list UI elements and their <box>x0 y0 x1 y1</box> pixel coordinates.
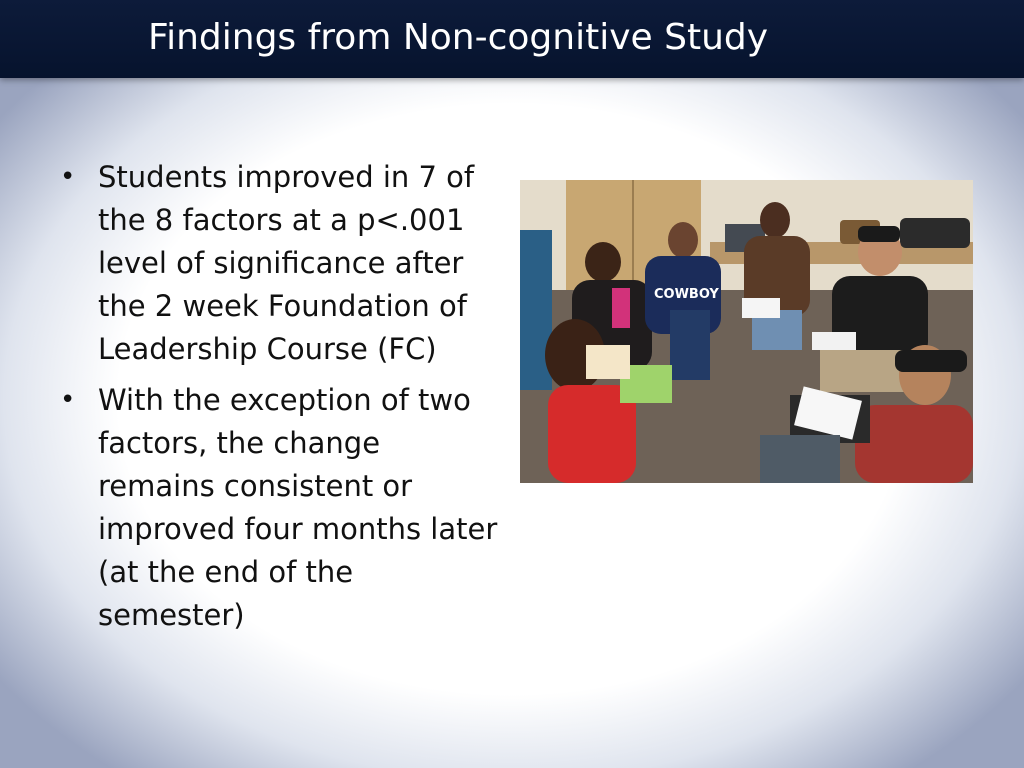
shirt-text: COWBOY <box>654 287 719 302</box>
bullet-icon: • <box>60 162 76 192</box>
bullet-text: With the exception of two factors, the change remains consistent or improved four months later (at the end of the semester) <box>98 383 498 632</box>
bullet-list <box>58 156 498 645</box>
bullet-icon: • <box>60 385 76 415</box>
bullet-text: Students improved in 7 of the 8 factors at a p<.001 level of significance after the 2 week Foundation of Leadership Course (FC) <box>98 160 475 366</box>
bullet-item <box>58 156 498 371</box>
title-bar <box>0 0 1024 78</box>
slide-title: Findings from Non-cognitive Study <box>148 17 769 58</box>
classroom-photo <box>520 180 973 483</box>
bullet-item <box>58 379 498 637</box>
